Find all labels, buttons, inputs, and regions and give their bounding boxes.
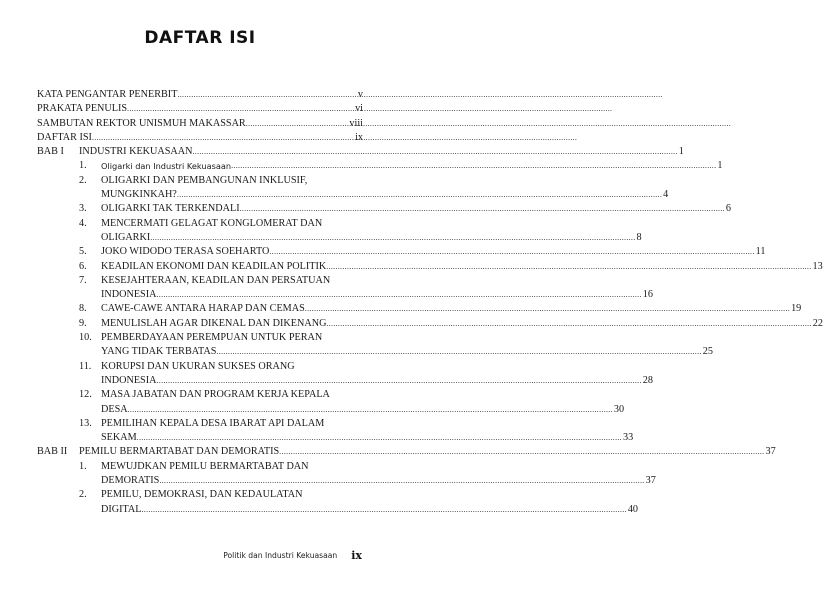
chapter-title: PEMILU BERMARTABAT DAN DEMORATIS xyxy=(79,446,280,458)
subentry-number: 3. xyxy=(79,203,87,215)
subentry-label: DIGITAL xyxy=(101,503,142,515)
chapter-title: INDUSTRI KEKUASAAN xyxy=(79,146,193,158)
toc-subentry[interactable] xyxy=(79,460,656,489)
footer-book-title: Politik dan Industri Kekuasaan xyxy=(223,551,338,560)
subentry-label-line1: KESEJAHTERAAN, KEADILAN DAN PERSATUAN xyxy=(101,274,331,286)
chapter-heading-bab-2[interactable] xyxy=(37,445,776,459)
subentry-page: 28 xyxy=(642,374,653,386)
leader-dots xyxy=(177,88,356,102)
toc-subentry[interactable] xyxy=(79,260,823,274)
subentry-label-line1: KORUPSI DAN UKURAN SUKSES ORANG xyxy=(101,360,295,372)
subentry-number: 11. xyxy=(79,360,92,372)
leader-dots xyxy=(216,345,701,359)
toc-subentry[interactable] xyxy=(79,245,766,259)
subentry-number: 8. xyxy=(79,303,87,315)
subentry-number: 13. xyxy=(79,417,92,429)
subentry-page: 33 xyxy=(622,432,634,444)
subentry-number: 10. xyxy=(79,332,92,344)
leader-dots xyxy=(127,102,354,116)
toc-subentry[interactable] xyxy=(79,388,625,417)
subentry-label: DEMORATIS xyxy=(101,475,160,487)
subentry-label-line1: MASA JABATAN DAN PROGRAM KERJA KEPALA xyxy=(101,389,330,401)
toc-subentry[interactable] xyxy=(79,217,642,246)
subentry-label: INDONESIA xyxy=(101,289,157,301)
subentry-label-line1: MENCERMATI GELAGAT KONGLOMERAT DAN xyxy=(101,217,323,229)
subentry-page: 13 xyxy=(812,260,823,272)
leader-dots xyxy=(159,474,644,488)
toc-subentry[interactable] xyxy=(79,488,638,517)
subentry-label: Oligarki dan Industri Kekuasaan xyxy=(101,161,232,172)
subentry-label: INDONESIA xyxy=(101,374,157,386)
subentry-number: 1. xyxy=(79,160,87,172)
toc-entry-front[interactable] xyxy=(37,131,363,145)
toc-entry-front[interactable] xyxy=(37,88,363,102)
leader-dots xyxy=(269,245,754,259)
toc-subentry[interactable] xyxy=(79,417,634,446)
subentry-page: 19 xyxy=(791,303,802,315)
subentry-label-line1: OLIGARKI DAN PEMBANGUNAN INKLUSIF, xyxy=(101,174,308,186)
toc-subentry[interactable] xyxy=(79,331,713,360)
subentry-label: JOKO WIDODO TERASA SOEHARTO xyxy=(101,246,270,258)
subentry-number: 2. xyxy=(79,489,87,501)
leader-dots xyxy=(137,431,622,445)
subentry-page: 25 xyxy=(702,346,713,358)
leader-dots xyxy=(128,403,613,417)
leader-dots xyxy=(150,231,635,245)
subentry-label: CAWE-CAWE ANTARA HARAP DAN CEMAS xyxy=(101,303,305,315)
subentry-number: 4. xyxy=(79,217,87,229)
subentry-page: 22 xyxy=(812,317,823,329)
chapter-heading-bab-1[interactable] xyxy=(37,145,684,159)
chapter-items-bab-2 xyxy=(79,460,656,517)
table-of-contents xyxy=(37,88,823,517)
chapter-code: BAB II xyxy=(37,446,68,458)
subentry-number: 9. xyxy=(79,317,87,329)
subentry-label-line1: MEWUJDKAN PEMILU BERMARTABAT DAN xyxy=(101,460,309,472)
leader-dots xyxy=(142,503,627,517)
chapter-code: BAB I xyxy=(37,146,64,158)
subentry-number: 1. xyxy=(79,460,87,472)
toc-entry-page: v xyxy=(357,89,363,100)
leader-dots xyxy=(156,288,641,302)
subentry-number: 7. xyxy=(79,274,87,286)
toc-entry-page: ix xyxy=(355,131,363,143)
subentry-label: MENULISLAH AGAR DIKENAL DAN DIKENANG xyxy=(101,317,327,329)
toc-entry-page: viii xyxy=(349,117,363,129)
subentry-label: SEKAM xyxy=(101,432,137,444)
page-title: DAFTAR ISI xyxy=(144,28,256,48)
leader-dots xyxy=(156,374,641,388)
subentry-page: 6 xyxy=(725,203,731,215)
leader-dots xyxy=(231,159,716,173)
leader-dots xyxy=(326,260,811,274)
subentry-label: DESA xyxy=(101,403,128,415)
subentry-label: OLIGARKI xyxy=(101,231,151,243)
leader-dots xyxy=(326,317,811,331)
toc-subentry[interactable] xyxy=(79,274,653,303)
chapter-page: 37 xyxy=(765,446,776,458)
subentry-page: 30 xyxy=(613,403,625,415)
toc-entry-label: SAMBUTAN REKTOR UNISMUH MAKASSAR xyxy=(37,117,246,129)
subentry-page: 37 xyxy=(645,475,656,487)
leader-dots xyxy=(279,445,764,459)
toc-subentry[interactable] xyxy=(79,302,802,316)
page-footer xyxy=(223,549,362,562)
footer-page-number: ix xyxy=(351,549,362,562)
subentry-page: 4 xyxy=(663,189,669,201)
subentry-page: 8 xyxy=(636,231,642,243)
leader-dots xyxy=(177,188,662,202)
toc-subentry[interactable] xyxy=(79,360,653,389)
subentry-label: YANG TIDAK TERBATAS xyxy=(101,346,217,358)
chapter-items-bab-1 xyxy=(79,159,823,445)
toc-subentry[interactable] xyxy=(79,159,723,173)
subentry-number: 5. xyxy=(79,246,87,258)
toc-entry-page: vi xyxy=(355,103,363,115)
leader-dots xyxy=(192,145,677,159)
subentry-page: 40 xyxy=(627,503,638,515)
chapter-page: 1 xyxy=(678,146,684,158)
subentry-label-line1: PEMILIHAN KEPALA DESA IBARAT API DALAM xyxy=(101,417,325,429)
subentry-label-line1: PEMBERDAYAAN PEREMPUAN UNTUK PERAN xyxy=(101,332,323,344)
leader-dots xyxy=(240,202,725,216)
subentry-number: 6. xyxy=(79,260,87,272)
leader-dots xyxy=(246,117,349,131)
subentry-number: 12. xyxy=(79,389,92,401)
toc-entry-front[interactable] xyxy=(37,117,363,131)
subentry-label-line1: PEMILU, DEMOKRASI, DAN KEDAULATAN xyxy=(101,489,303,501)
subentry-label: MUNGKINKAH? xyxy=(101,189,177,201)
toc-subentry[interactable] xyxy=(79,202,731,216)
subentry-label: OLIGARKI TAK TERKENDALI xyxy=(101,203,240,215)
toc-entry-label: PRAKATA PENULIS xyxy=(37,103,128,115)
toc-entry-label: DAFTAR ISI xyxy=(37,131,92,143)
subentry-page: 16 xyxy=(642,289,653,301)
subentry-page: 1 xyxy=(717,160,723,172)
leader-dots xyxy=(305,302,790,316)
toc-subentry[interactable] xyxy=(79,174,669,203)
toc-subentry[interactable] xyxy=(79,317,823,331)
subentry-page: 11 xyxy=(755,246,766,258)
subentry-number: 2. xyxy=(79,174,87,186)
leader-dots xyxy=(92,131,354,145)
toc-entry-front[interactable] xyxy=(37,102,363,116)
subentry-label: KEADILAN EKONOMI DAN KEADILAN POLITIK xyxy=(101,260,327,272)
toc-entry-label: KATA PENGANTAR PENERBIT xyxy=(37,89,178,100)
